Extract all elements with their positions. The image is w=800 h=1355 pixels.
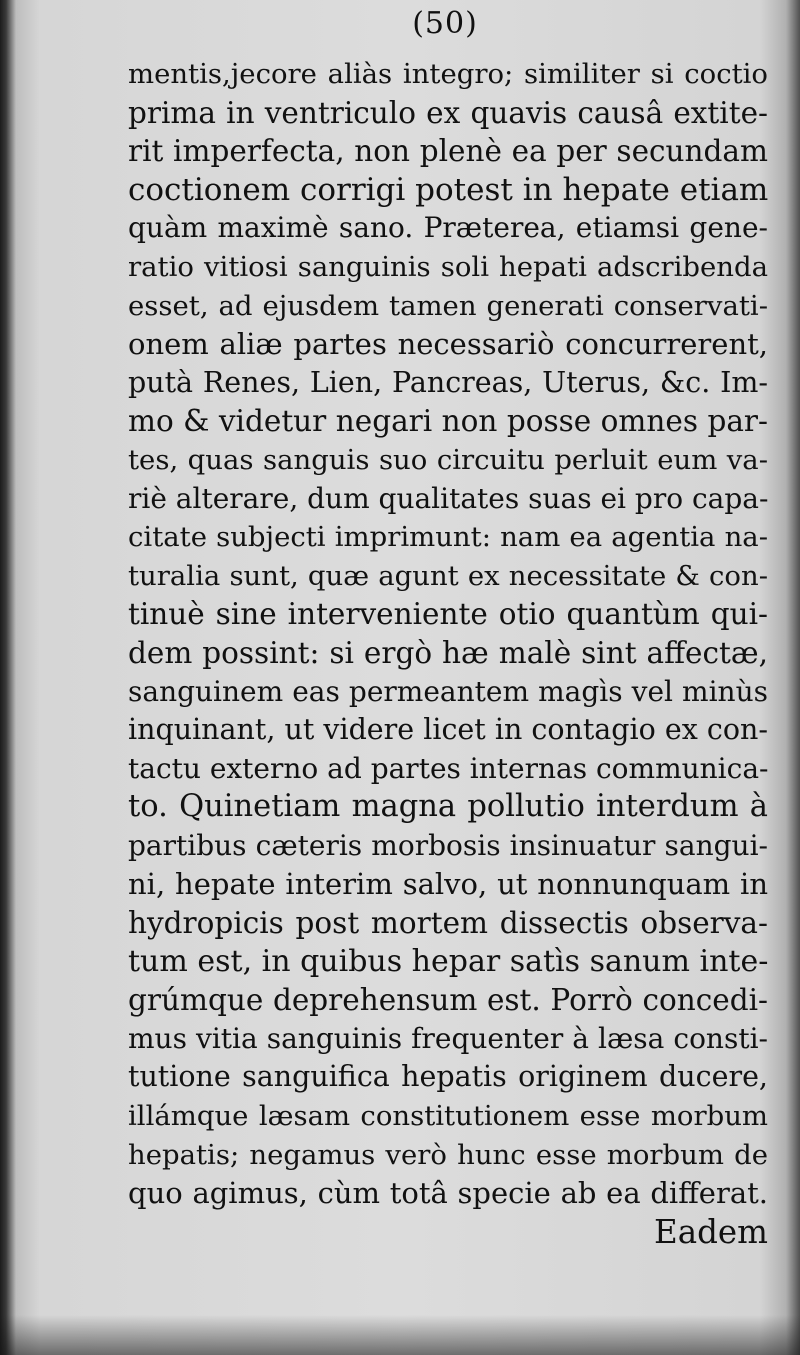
text-line: sanguinem eas permeantem magìs vel minùs [128,674,768,708]
text-line: citate subjecti imprimunt: nam ea agentia na- [128,521,768,554]
page-number: (50) [412,6,478,41]
text-line: tinuè sine interveniente otio quantùm qui- [128,597,768,632]
text-line: hydropicis post mortem dissectis observa- [128,906,768,941]
text-line: hepatis; negamus verò hunc esse morbum de [128,1138,768,1171]
text-line: coctionem corrigi potest in hepate etiam [128,171,769,208]
text-line: tactu externo ad partes internas communica- [128,751,769,785]
text-line: turalia sunt, quæ agunt ex necessitate & con- [128,559,768,592]
text-line: rit imperfecta, non plenè ea per secundam [128,134,768,169]
text-line: quàm maximè sano. Præterea, etiamsi gene- [128,211,768,245]
text-line: tes, quas sanguis suo circuitu perluit eum va- [128,443,768,476]
text-line: ni, hepate interim salvo, ut nonnunquam in [128,867,768,902]
text-line: esset, ad ejusdem tamen generati conservati- [128,289,768,322]
text-line: tum est, in quibus hepar satìs sanum inte- [128,943,769,979]
text-line: onem aliæ partes necessariò concurrerent, [128,327,768,362]
text-line: illámque læsam constitutionem esse morbum [128,1100,768,1133]
text-line: putà Renes, Lien, Pancreas, Uterus, &c. Im- [128,365,768,399]
text-line: ratio vitiosi sanguinis soli hepati adscribenda [128,250,768,283]
text-line: prima in ventriculo ex quavis causâ extite- [128,95,768,130]
text-line: riè alterare, dum qualitates suas ei pro capa- [128,481,769,515]
text-line: tutione sanguifica hepatis originem ducere, [128,1060,768,1094]
text-line: mus vitia sanguinis frequenter à læsa consti- [128,1021,768,1055]
text-line: mo & videtur negari non posse omnes par- [128,404,768,439]
text-line: quo agimus, cùm totâ specie ab ea differat. [128,1176,768,1211]
text-line: grúmque deprehensum est. Porrò concedi- [128,983,768,1018]
text-line: mentis,jecore aliàs integro; similiter si coctio [128,58,768,90]
text-line: to. Quinetiam magna pollutio interdum à [128,789,768,825]
text-line: partibus cæteris morbosis insinuatur sangui- [128,828,768,862]
body-text [128,55,768,1251]
text-line: dem possint: si ergò hæ malè sint affectæ, [128,635,768,670]
text-line: inquinant, ut videre licet in contagio ex con- [128,713,768,747]
catchword: Eadem [654,1212,768,1251]
